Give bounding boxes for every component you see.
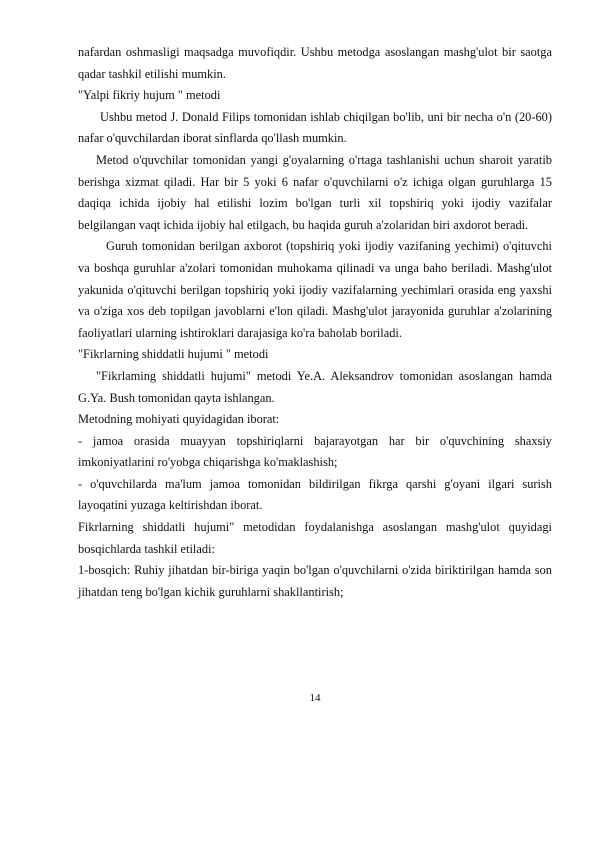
section-heading-fikrlarning-shiddatli-hujumi: "Fikrlarning shiddatli hujumi " metodi	[78, 347, 269, 362]
page-number: 14	[309, 692, 321, 704]
paragraph-group-evaluation: Guruh tomonidan berilgan axborot (topshiriq yoki ijodiy vazifaning yechimi) o'qituvchi va boshqa guruhlar a'zolari tomonidan muhokama qilinadi va unga baho beriladi. Mashg'ulot yakunida o'qituvchi berilgan topshiriq yoki ijodiy vazifalarning yechimlari orasida eng yaxshi va o'ziga xos deb topilgan javoblarni e'lon qiladi. Mashg'ulot jarayonida guruhlar a'zolarining faoliyatlari ularning ishtiroklari darajasiga ko'ra baholab boriladi.	[78, 239, 552, 340]
document-body	[78, 42, 552, 603]
section-heading-yalpi-fikriy-hujum: "Yalpi fikriy hujum " metodi	[78, 88, 221, 103]
paragraph-continuation: nafardan oshmasligi maqsadga muvofiqdir. Ushbu metodga asoslangan mashg'ulot bir saotga qadar tashkil etilishi mumkin.	[78, 45, 552, 81]
list-item-personal-abilities: - jamoa orasida muayyan topshiriqlarni bajarayotgan har bir o'quvchining shaxsiy imkoniyatlarini ro'yobga chiqarishga ko'maklashish;	[78, 433, 552, 470]
paragraph-method-authors: "Fikrlaming shiddatli hujumi" metodi Ye.A. Aleksandrov tomonidan asoslangan hamda G.Ya. Bush tomonidan qayta ishlangan.	[78, 368, 552, 405]
paragraph-stage-1: 1-bosqich: Ruhiy jihatdan bir-biriga yaqin bo'lgan o'quvchilarni o'zida biriktirilgan hamda son jihatdan teng bo'lgan kichik guruhlarni shakllantirish;	[78, 563, 552, 599]
paragraph-method-origin: Ushbu metod J. Donald Filips tomonidan ishlab chiqilgan bo'lib, uni bir necha o'n (20-60) nafar o'quvchilardan iborat sinflarda qo'llash mumkin.	[78, 109, 552, 146]
paragraph-stages-intro: Fikrlarning shiddatli hujumi" metodidan foydalanishga asoslangan mashg'ulot quyidagi bosqichlarda tashkil etiladi:	[78, 520, 552, 556]
list-item-counter-ideas: - o'quvchilarda ma'lum jamoa tomonidan bildirilgan fikrga qarshi g'oyani ilgari surish layoqatini yuzaga keltirishdan iborat.	[78, 476, 552, 513]
paragraph-method-purpose: Metod o'quvchilar tomonidan yangi g'oyalarning o'rtaga tashlanishi uchun sharoit yaratib berishga xizmat qiladi. Har bir 5 yoki 6 nafar o'quvchilarni o'z ichiga olgan guruhlarga 15 daqiqa ichida ijobiy hal etilishi lozim bo'lgan turli xil topshiriq yoki ijodiy vazifalar belgilangan vaqt ichida ijobiy hal etilgach, bu haqida guruh a'zolaridan biri axdorot beradi.	[78, 152, 552, 232]
paragraph-method-essence: Metodning mohiyati quyidagidan iborat:	[78, 412, 280, 427]
